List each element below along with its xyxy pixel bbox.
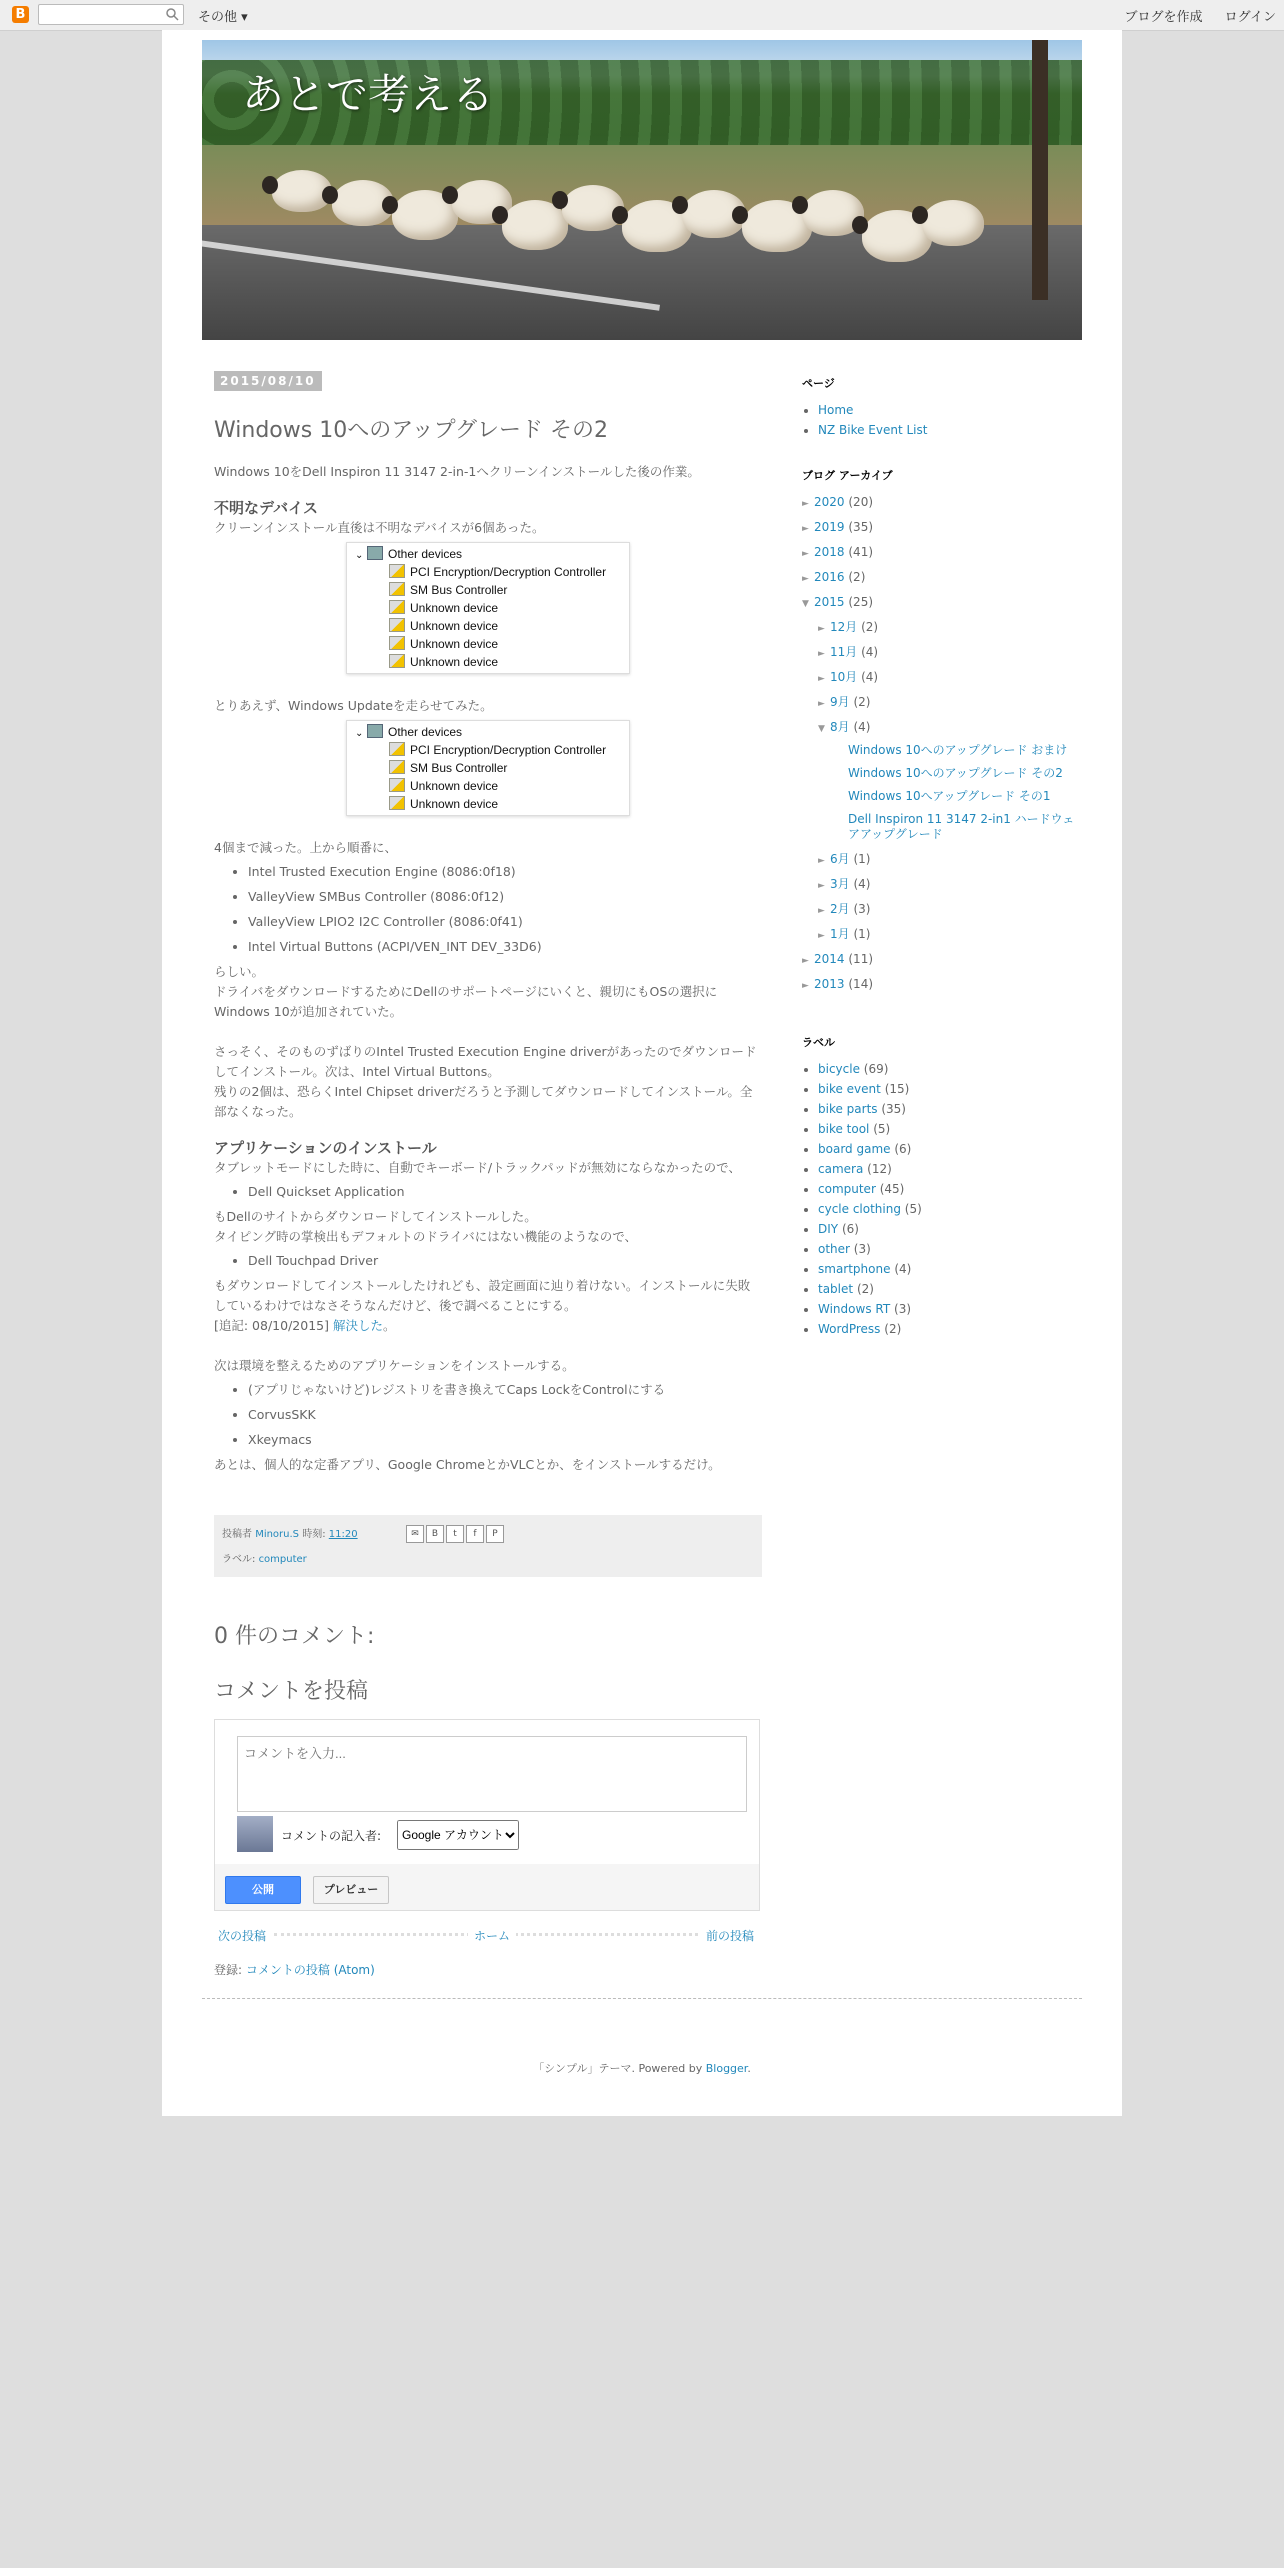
expand-icon[interactable]: ► <box>818 881 825 891</box>
post-time-link[interactable]: 11:20 <box>328 1529 358 1540</box>
comments-heading: 0 件のコメント: <box>214 1624 375 1649</box>
blog-title[interactable]: あとで考える <box>242 70 495 119</box>
archive-year: ► 2016 (2) <box>802 570 1082 587</box>
author-link[interactable]: Minoru.S <box>255 1529 300 1540</box>
blogger-logo-icon[interactable]: B <box>12 6 29 23</box>
comment-input[interactable] <box>237 1736 747 1812</box>
device-tree-parent: ⌄ Other devices <box>351 723 625 741</box>
archive-year-link[interactable]: 2014 <box>814 952 845 966</box>
list-item: • Dell Quickset Application <box>248 1182 762 1202</box>
avatar <box>237 1816 273 1852</box>
archive-year: ► 2020 (20) <box>802 495 1082 512</box>
nav-more-menu[interactable]: その他 ▾ <box>198 10 248 25</box>
archive-month-expanded: ▼ 8月 (4) Windows 10へのアップグレード おまけ Windows 10へのアップグレード その2 Windows 10へアップグレード その1 Dell Inspiron 11 3147 2-in1 ハードウェアアップグレード <box>818 720 1075 841</box>
unknown-devices-text: クリーンインストール直後は不明なデバイスが6個あった。 <box>214 520 545 535</box>
device-tree-item: Unknown device <box>351 653 625 671</box>
expand-icon[interactable]: ► <box>818 856 825 866</box>
twitter-icon[interactable]: t <box>446 1525 464 1543</box>
expand-icon[interactable]: ► <box>818 699 825 709</box>
older-post-link[interactable]: 前の投稿 <box>700 1927 754 1944</box>
label-link[interactable]: smartphone <box>818 1262 891 1276</box>
archive-year: ► 2018 (41) <box>802 545 1082 562</box>
archive-month-link[interactable]: 1月 <box>830 927 850 941</box>
archive-post-link[interactable]: Windows 10へのアップグレード おまけ <box>848 743 1068 757</box>
publish-button[interactable]: 公開 <box>225 1876 301 1904</box>
apps-text: タブレットモードにした時に、自動でキーボード/トラックパッドが無効にならなかったので、 <box>214 1160 741 1175</box>
expand-icon[interactable]: ► <box>818 931 825 941</box>
addendum-label: [追記: 08/10/2015] <box>214 1318 329 1333</box>
comment-feed-link[interactable]: コメントの投稿 (Atom) <box>245 1963 375 1977</box>
device-tree-item: Unknown device <box>351 617 625 635</box>
addendum-line: [追記: 08/10/2015] 解決した。 <box>214 1318 396 1333</box>
facebook-icon[interactable]: f <box>466 1525 484 1543</box>
archive-year: ► 2013 (14) <box>802 977 1082 994</box>
comment-form <box>214 1719 760 1911</box>
paragraph-trusted-engine: さっそく、そのものずばりのIntel Trusted Execution Engine driverがあったのでダウンロードしてインストール。次は、Intel Virtual Buttons。 <box>214 1044 757 1079</box>
dell-text-2: タイピング時の掌検出もデフォルトのドライバにはない機能のようなので、 <box>214 1229 638 1244</box>
label-link[interactable]: WordPress <box>818 1322 881 1336</box>
labels-widget: ラベル • bicycle (69) • bike event (15) • bike parts (35) • bike tool (5) • board game (6) • camera (12) • computer (45) • cycle clothing (5) • DIY (6) • other (3) • smartphone (4) • tablet (2) • Windows RT (3) • WordPress (2) <box>802 1034 1082 1336</box>
warning-icon <box>389 796 405 810</box>
label-link[interactable]: computer <box>818 1182 876 1196</box>
warning-icon <box>389 654 405 668</box>
home-link[interactable]: ホーム <box>468 1927 516 1944</box>
pages-title: ページ <box>802 377 835 390</box>
apps-list-1 <box>214 1182 762 1202</box>
list-item: • ValleyView SMBus Controller (8086:0f12) <box>248 887 762 907</box>
comment-button-bar <box>215 1864 759 1910</box>
archive-post-link[interactable]: Dell Inspiron 11 3147 2-in1 ハードウェアアップグレード <box>848 812 1075 841</box>
archive-month-link[interactable]: 9月 <box>830 695 850 709</box>
computer-icon <box>367 724 383 738</box>
archive-year-link[interactable]: 2019 <box>814 520 845 534</box>
pinterest-icon[interactable]: P <box>486 1525 504 1543</box>
comment-form-heading: コメントを投稿 <box>214 1679 369 1704</box>
device-list <box>214 862 762 957</box>
archive-year-link[interactable]: 2013 <box>814 977 845 991</box>
pages-widget <box>802 375 1082 437</box>
warning-icon <box>389 636 405 650</box>
archive-widget <box>802 467 1082 994</box>
blogthis-icon[interactable]: B <box>426 1525 444 1543</box>
archive-year-link[interactable]: 2020 <box>814 495 845 509</box>
warning-icon <box>389 618 405 632</box>
label-link[interactable]: cycle clothing <box>818 1202 901 1216</box>
archive-month-link[interactable]: 6月 <box>830 852 850 866</box>
warning-icon <box>389 564 405 578</box>
windows-update-text: とりあえず、Windows Updateを走らせてみた。 <box>214 698 493 713</box>
expand-icon[interactable]: ► <box>818 906 825 916</box>
final-text: あとは、個人的な定番アプリ、Google ChromeとかVLCとか、をインストールするだけ。 <box>214 1457 721 1472</box>
section-heading-unknown-devices: 不明なデバイス <box>214 499 318 517</box>
archive-year-link[interactable]: 2018 <box>814 545 845 559</box>
label-link[interactable]: bike event <box>818 1082 881 1096</box>
labels-title: ラベル <box>802 1036 835 1049</box>
archive-year-link[interactable]: 2015 <box>814 595 845 609</box>
device-tree-item: Unknown device <box>351 795 625 813</box>
preview-button[interactable]: プレビュー <box>313 1876 389 1904</box>
device-tree-item: Unknown device <box>351 635 625 653</box>
archive-month: ► 3月 (4) <box>818 877 1082 894</box>
computer-icon <box>367 546 383 560</box>
page-container <box>162 30 1122 2116</box>
post-intro: Windows 10をDell Inspiron 11 3147 2-in-1へクリーンインストールした後の作業。 <box>214 464 700 479</box>
attribution: 「シンプル」テーマ. Powered by Blogger. <box>533 2062 751 2075</box>
warning-icon <box>389 600 405 614</box>
email-icon[interactable]: ✉ <box>406 1525 424 1543</box>
env-list <box>214 1380 762 1450</box>
list-item: • (アプリじゃないけど)レジストリを書き換えてCaps LockをControlにする <box>248 1380 762 1400</box>
chevron-down-icon: ⌄ <box>355 550 364 561</box>
warning-icon <box>389 742 405 756</box>
expand-icon[interactable]: ► <box>818 649 825 659</box>
archive-month: ► 6月 (1) <box>818 852 1082 869</box>
solved-link[interactable]: 解決した <box>332 1318 383 1333</box>
label-link[interactable]: bicycle <box>818 1062 860 1076</box>
section-heading-apps: アプリケーションのインストール <box>214 1139 437 1157</box>
device-tree-item: Unknown device <box>351 599 625 617</box>
paragraph-chipset: 残りの2個は、恐らくIntel Chipset driverだろうと予測してダウンロードしてインストール。全部なくなった。 <box>214 1084 753 1119</box>
device-tree-parent: ⌄ Other devices <box>351 545 625 563</box>
reduced-text: 4個まで減った。上から順番に、 <box>214 840 397 855</box>
warning-icon <box>389 778 405 792</box>
label-link[interactable]: Windows RT <box>818 1302 891 1316</box>
newer-post-link[interactable]: 次の投稿 <box>218 1927 272 1944</box>
env-text: 次は環境を整えるためのアプリケーションをインストールする。 <box>214 1358 575 1373</box>
label-link[interactable]: board game <box>818 1142 891 1156</box>
archive-month-link[interactable]: 10月 <box>830 670 858 684</box>
archive-year-link[interactable]: 2016 <box>814 570 845 584</box>
post-labels: ラベル: computer <box>222 1554 307 1565</box>
archive-year: ► 2014 (11) <box>802 952 1082 969</box>
archive-month-link[interactable]: 11月 <box>830 645 858 659</box>
archive-month: ► 12月 (2) <box>818 620 1082 637</box>
label-link[interactable]: bike parts <box>818 1102 878 1116</box>
device-tree-item: PCI Encryption/Decryption Controller <box>351 563 625 581</box>
label-link[interactable]: DIY <box>818 1222 839 1236</box>
download-text: もダウンロードしてインストールしたけれども、設定画面に辿り着けない。インストールに失敗しているわけではなさそうなんだけど、後で調べることにする。 <box>214 1278 751 1313</box>
create-blog-link[interactable]: ブログを作成 <box>1124 10 1203 25</box>
navbar <box>0 0 1284 31</box>
identity-select[interactable] <box>397 1820 519 1850</box>
blog-pager <box>214 1927 758 1947</box>
warning-icon <box>389 760 405 774</box>
archive-month: ► 2月 (3) <box>818 902 1082 919</box>
list-item: • Intel Virtual Buttons (ACPI/VEN_INT DEV_33D6) <box>248 937 762 957</box>
chevron-down-icon: ⌄ <box>355 728 364 739</box>
label-link-computer[interactable]: computer <box>258 1554 307 1565</box>
post-date: 2015/08/10 <box>214 371 322 391</box>
expand-icon[interactable]: ► <box>802 499 809 509</box>
comment-author-label: コメントの記入者: <box>281 1829 382 1843</box>
post-body <box>214 462 762 1475</box>
page-link-home[interactable]: Home <box>818 403 854 417</box>
expand-icon[interactable]: ► <box>802 981 809 991</box>
archive-month-link[interactable]: 3月 <box>830 877 850 891</box>
expand-icon[interactable]: ► <box>802 956 809 966</box>
navbar-search-input[interactable] <box>38 4 184 25</box>
archive-month: ► 10月 (4) <box>818 670 1082 687</box>
archive-month: ► 9月 (2) <box>818 695 1082 712</box>
device-manager-screenshot-2 <box>346 720 630 816</box>
blogger-link[interactable]: Blogger <box>705 2062 748 2075</box>
label-link[interactable]: tablet <box>818 1282 854 1296</box>
device-tree-item: PCI Encryption/Decryption Controller <box>351 741 625 759</box>
device-tree-item: Unknown device <box>351 777 625 795</box>
post-footer <box>214 1515 762 1577</box>
post-title: Windows 10へのアップグレード その2 <box>214 418 608 443</box>
expand-icon[interactable]: ► <box>802 549 809 559</box>
list-item: • Xkeymacs <box>248 1430 762 1450</box>
device-manager-screenshot-1 <box>346 542 630 674</box>
archive-month-link[interactable]: 2月 <box>830 902 850 916</box>
footer-divider <box>202 1998 1082 1999</box>
archive-post-link[interactable]: Windows 10へアップグレード その1 <box>848 789 1051 803</box>
login-link[interactable]: ログイン <box>1224 10 1276 25</box>
device-tree-item: SM Bus Controller <box>351 581 625 599</box>
expand-icon[interactable]: ► <box>802 574 809 584</box>
post-meta: 投稿者 Minoru.S 時刻: 11:20 <box>222 1529 358 1540</box>
archive-year: ► 2019 (35) <box>802 520 1082 537</box>
device-tree-item: SM Bus Controller <box>351 759 625 777</box>
expand-icon[interactable]: ► <box>818 624 825 634</box>
archive-year-expanded: ▼ 2015 (25) ► 12月 (2) ► 11月 (4) ► 10月 (4) ► 9月 (2) ▼ 8月 (4) Windows 10へのアップグレード おまけ Windows 10へのアップグレード その2 Windows 10へアップグレード その1 Dell Inspiron 11 3147 2-in1 ハードウェアアップグレード ► 6月 (1) ► 3月 (4) ► 2月 (3) ► 1月 (1) <box>802 595 1082 944</box>
share-buttons <box>406 1525 506 1543</box>
archive-month: ► 11月 (4) <box>818 645 1082 662</box>
rashii-text: らしい。 <box>214 964 265 979</box>
search-icon[interactable] <box>165 7 179 21</box>
page-link-nz-bike-event[interactable]: NZ Bike Event List <box>818 423 928 437</box>
sheep-image <box>922 200 984 246</box>
feed-links: 登録: コメントの投稿 (Atom) <box>214 1963 375 1977</box>
list-item: • CorvusSKK <box>248 1405 762 1425</box>
warning-icon <box>389 582 405 596</box>
collapse-icon[interactable]: ▼ <box>802 599 809 609</box>
archive-month-link[interactable]: 12月 <box>830 620 858 634</box>
driver-text: ドライバをダウンロードするためにDellのサポートページにいくと、親切にもOSの選択にWindows 10が追加されていた。 <box>214 984 718 1019</box>
dell-text-1: もDellのサイトからダウンロードしてインストールした。 <box>214 1209 537 1224</box>
header-pole <box>1032 40 1048 300</box>
apps-list-2 <box>214 1251 762 1271</box>
archive-post-link[interactable]: Windows 10へのアップグレード その2 <box>848 766 1063 780</box>
list-item: • ValleyView LPIO2 I2C Controller (8086:0f41) <box>248 912 762 932</box>
expand-icon[interactable]: ► <box>818 674 825 684</box>
expand-icon[interactable]: ► <box>802 524 809 534</box>
sidebar <box>802 375 1082 1366</box>
label-link[interactable]: other <box>818 1242 850 1256</box>
collapse-icon[interactable]: ▼ <box>818 724 825 734</box>
archive-month-link[interactable]: 8月 <box>830 720 850 734</box>
list-item: • Intel Trusted Execution Engine (8086:0f18) <box>248 862 762 882</box>
archive-title: ブログ アーカイブ <box>802 469 893 482</box>
label-link[interactable]: camera <box>818 1162 864 1176</box>
label-link[interactable]: bike tool <box>818 1122 870 1136</box>
header-banner <box>202 40 1082 340</box>
archive-month: ► 1月 (1) <box>818 927 1082 944</box>
list-item: • Dell Touchpad Driver <box>248 1251 762 1271</box>
main-column <box>214 370 762 1978</box>
